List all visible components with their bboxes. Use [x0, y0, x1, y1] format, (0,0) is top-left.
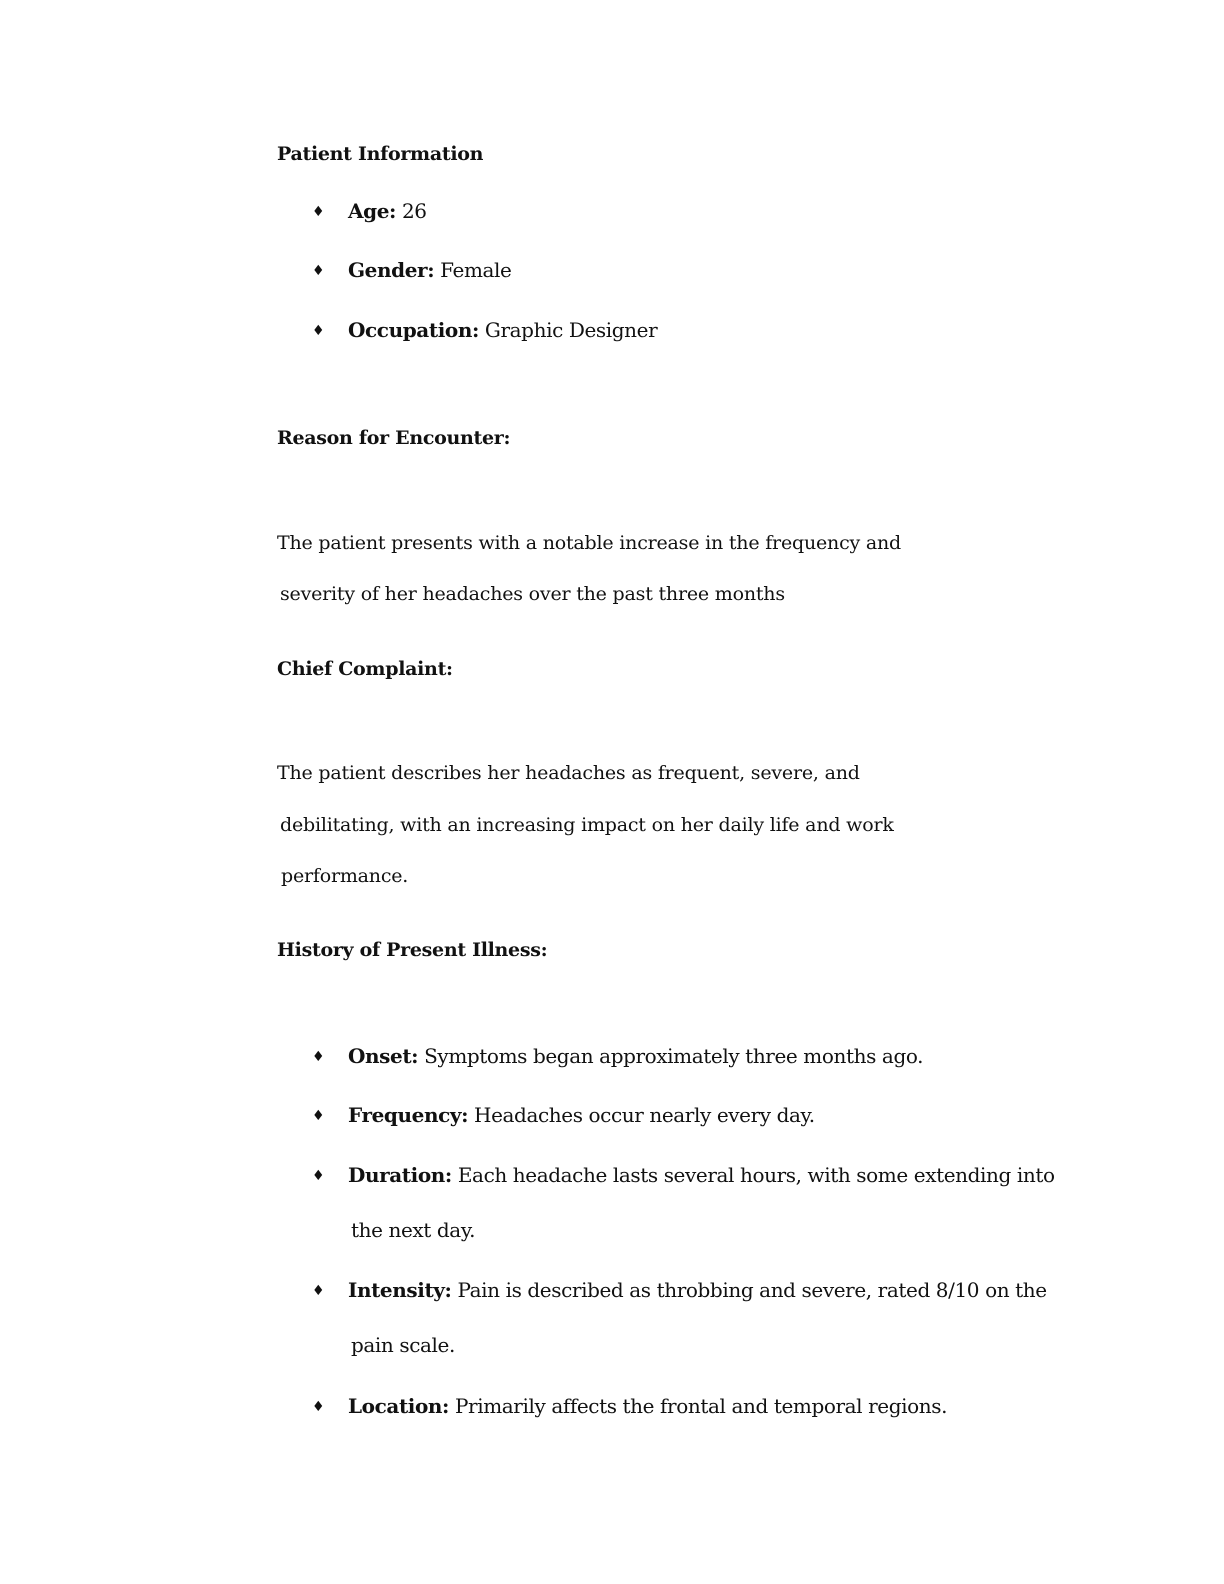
- bullet-icon: ♦: [312, 323, 325, 339]
- onset-label: Onset:: [348, 1044, 419, 1068]
- age-label: Age:: [348, 199, 397, 223]
- onset-item: [348, 1044, 923, 1068]
- reason-line-1: The patient presents with a notable increase in the frequency and: [277, 532, 902, 554]
- bullet-icon: ♦: [312, 204, 325, 220]
- intensity-value: Pain is described as throbbing and severe, rated 8/10 on the: [451, 1278, 1047, 1302]
- reason-line-2: severity of her headaches over the past three months: [280, 583, 785, 605]
- duration-value: Each headache lasts several hours, with some extending into: [451, 1163, 1055, 1187]
- bullet-icon: ♦: [312, 1049, 325, 1065]
- age-item: [348, 199, 427, 223]
- occupation-label: Occupation:: [348, 318, 479, 342]
- onset-value: Symptoms began approximately three months ago.: [418, 1044, 924, 1068]
- gender-item: [348, 258, 512, 282]
- location-label: Location:: [348, 1394, 450, 1418]
- duration-continuation: the next day.: [351, 1218, 476, 1242]
- reason-for-encounter-heading: Reason for Encounter:: [277, 427, 511, 449]
- history-of-present-illness-heading: History of Present Illness:: [277, 939, 548, 961]
- bullet-icon: ♦: [312, 1399, 325, 1415]
- patient-information-heading: Patient Information: [277, 143, 484, 165]
- intensity-label: Intensity:: [348, 1278, 452, 1302]
- complaint-line-3: performance.: [281, 865, 409, 887]
- occupation-item: [348, 318, 657, 342]
- gender-label: Gender:: [348, 258, 435, 282]
- complaint-line-2: debilitating, with an increasing impact on her daily life and work: [280, 814, 894, 836]
- frequency-value: Headaches occur nearly every day.: [468, 1103, 815, 1127]
- intensity-item: [348, 1278, 1047, 1302]
- duration-item: [348, 1163, 1055, 1187]
- complaint-line-1: The patient describes her headaches as frequent, severe, and: [277, 762, 860, 784]
- bullet-icon: ♦: [312, 263, 325, 279]
- location-value: Primarily affects the frontal and temporal regions.: [449, 1394, 948, 1418]
- chief-complaint-heading: Chief Complaint:: [277, 658, 453, 680]
- bullet-icon: ♦: [312, 1168, 325, 1184]
- age-value: 26: [396, 199, 427, 223]
- gender-value: Female: [434, 258, 512, 282]
- bullet-icon: ♦: [312, 1108, 325, 1124]
- occupation-value: Graphic Designer: [478, 318, 658, 342]
- frequency-label: Frequency:: [348, 1103, 469, 1127]
- duration-label: Duration:: [348, 1163, 452, 1187]
- frequency-item: [348, 1103, 815, 1127]
- location-item: [348, 1394, 947, 1418]
- bullet-icon: ♦: [312, 1283, 325, 1299]
- intensity-continuation: pain scale.: [351, 1333, 455, 1357]
